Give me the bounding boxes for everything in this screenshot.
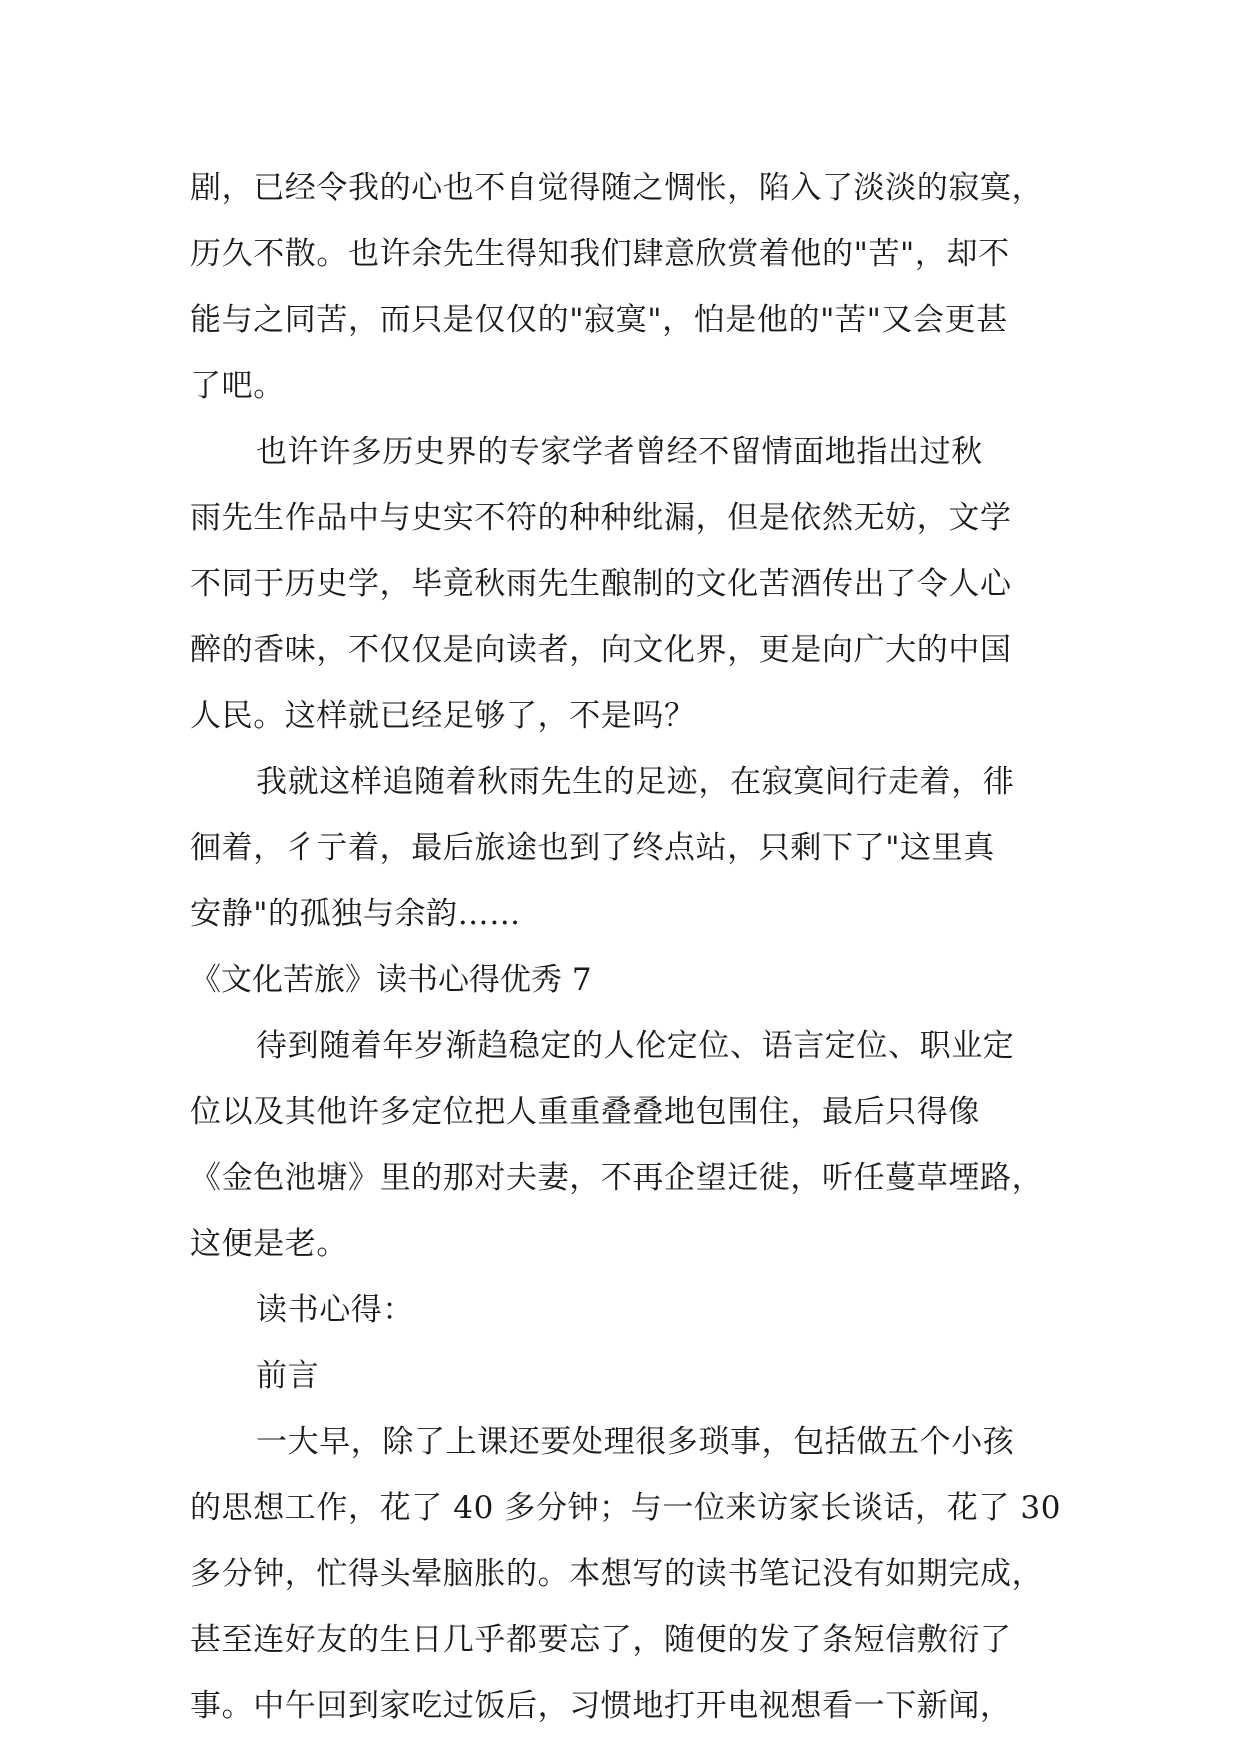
text-line: 我就这样追随着秋雨先生的足迹，在寂寞间行走着，徘 [256,764,1015,800]
paragraph [190,1013,1052,1277]
text-line: 的思想工作，花了 40 多分钟；与一位来访家长谈话，花了 30 [190,1490,1062,1526]
paragraph [190,419,1052,749]
text-line: 一大早，除了上课还要处理很多琐事，包括做五个小孩 [256,1424,1015,1460]
text-line: 徊着，彳亍着，最后旅途也到了终点站，只剩下了"这里真 [190,830,995,866]
document-body [190,155,1062,1739]
paragraph [190,155,1052,419]
text-line: 醉的香味，不仅仅是向读者，向文化界，更是向广大的中国 [190,632,1012,668]
text-line: 也许许多历史界的专家学者曾经不留情面地指出过秋 [256,434,983,470]
text-line: 《金色池塘》里的那对夫妻，不再企望迁徙，听任蔓草堙路， [190,1160,1044,1196]
text-line: 位以及其他许多定位把人重重叠叠地包围住，最后只得像 [190,1094,980,1130]
text-line: 剧，已经令我的心也不自觉得随之惆怅，陷入了淡淡的寂寞， [190,170,1044,206]
text-line: 了吧。 [190,368,285,404]
section-title: 《文化苦旅》读书心得优秀 7 [190,962,592,998]
text-line: 事。中午回到家吃过饭后，习惯地打开电视想看一下新闻， [190,1688,1012,1724]
text-line: 能与之同苦，而只是仅仅的"寂寞"，怕是他的"苦"又会更甚 [190,302,1008,338]
text-line: 多分钟，忙得头晕脑胀的。本想写的读书笔记没有如期完成， [190,1556,1044,1592]
text-line: 待到随着年岁渐趋稳定的人伦定位、语言定位、职业定 [256,1028,1015,1064]
text-line: 雨先生作品中与史实不符的种种纰漏，但是依然无妨，文学 [190,500,1012,536]
text-line: 历久不散。也许余先生得知我们肆意欣赏着他的"苦"，却不 [190,236,1010,272]
text-line: 人民。这样就已经足够了，不是吗？ [190,698,696,734]
subheading-reading-notes: 读书心得： [256,1292,414,1328]
text-line: 这便是老。 [190,1226,348,1262]
text-line: 甚至连好友的生日几乎都要忘了，随便的发了条短信敷衍了 [190,1622,1012,1658]
paragraph [190,1409,1062,1739]
subheading-preface: 前言 [256,1358,320,1394]
text-line: 不同于历史学，毕竟秋雨先生酿制的文化苦酒传出了令人心 [190,566,1012,602]
paragraph [190,749,1052,947]
text-line: 安静"的孤独与余韵…… [190,896,521,932]
